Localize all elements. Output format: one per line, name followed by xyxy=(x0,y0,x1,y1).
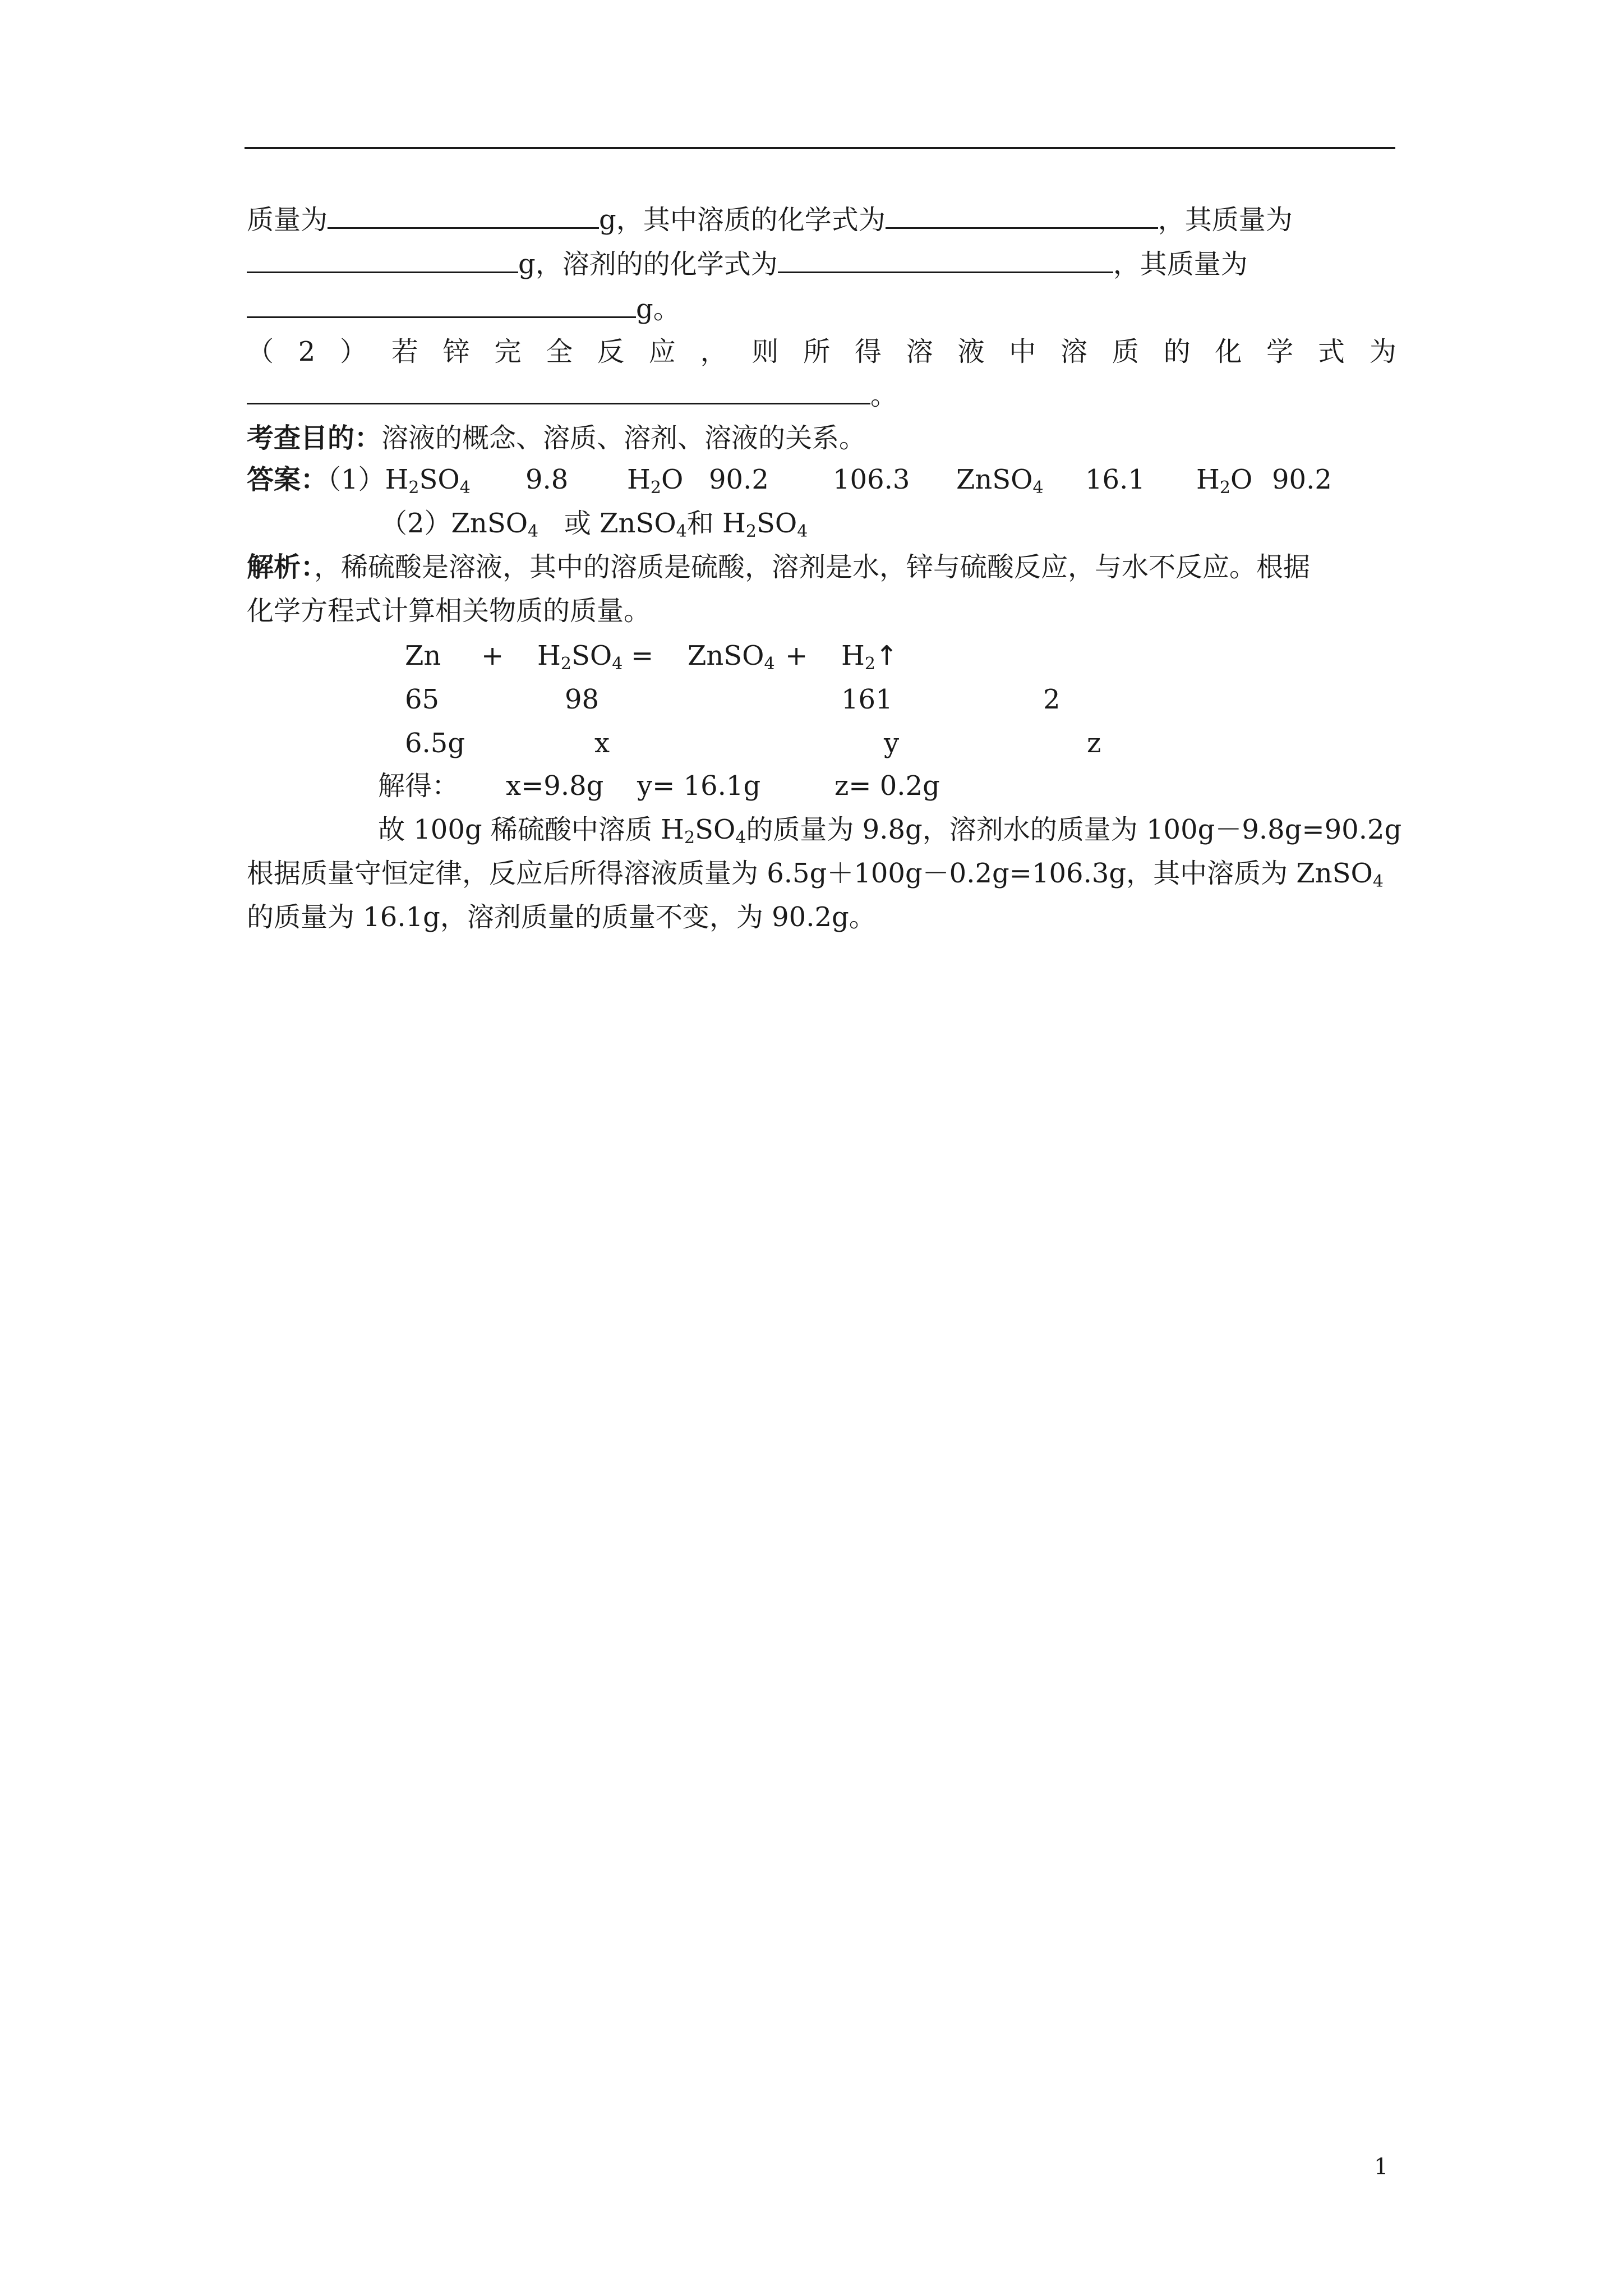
answer-value-5: 90.2 xyxy=(1272,464,1332,495)
question-line-1 xyxy=(247,198,1396,242)
q2-char: 学 xyxy=(1266,336,1294,367)
question-line-2 xyxy=(247,242,1396,286)
formula-part: 或 ZnSO xyxy=(564,508,676,539)
q2-char: 完 xyxy=(494,336,522,367)
analysis-label: 解析： xyxy=(247,551,315,583)
subscript: 2 xyxy=(745,522,757,541)
q2-char: 全 xyxy=(546,336,573,367)
subscript: 4 xyxy=(459,478,471,498)
formula-part: ZnSO xyxy=(451,508,528,539)
formula-part: ZnSO xyxy=(688,640,764,671)
q1-text-b: g，其中溶质的化学式为 xyxy=(599,204,886,236)
answer-h2o xyxy=(627,458,683,501)
q2-char: 化 xyxy=(1215,336,1242,367)
equation-znso4 xyxy=(688,634,775,678)
q1-text-f: g。 xyxy=(636,293,680,325)
header-rule xyxy=(245,147,1395,149)
solution-label: 解得： xyxy=(378,770,459,802)
q2-char: 式 xyxy=(1317,336,1345,367)
answer-label: 答案： xyxy=(247,464,328,495)
solution-x: x=9.8g xyxy=(506,770,604,802)
equation-unknown-x: x xyxy=(594,728,610,759)
formula-part: SO xyxy=(571,640,612,671)
q2-char: 所 xyxy=(803,336,831,367)
formula-part: H xyxy=(385,464,409,495)
purpose-label: 考查目的： xyxy=(247,422,382,454)
q1-text-e: ，其质量为 xyxy=(1113,249,1248,280)
q2-char: （ xyxy=(247,336,274,367)
blank-3 xyxy=(247,242,518,273)
subscript: 4 xyxy=(1032,478,1044,498)
q2-end: 。 xyxy=(870,380,898,411)
solution-y: y= 16.1g xyxy=(637,770,761,802)
subscript: 4 xyxy=(676,522,687,541)
subscript: 4 xyxy=(1372,872,1384,891)
formula-part: ZnSO xyxy=(956,464,1033,495)
equation-mass-zn: 65 xyxy=(405,684,440,715)
answer-part-1-number: （1） xyxy=(328,464,385,495)
equation-unknown-y: y xyxy=(884,728,900,759)
page-number: 1 xyxy=(1374,2154,1389,2180)
answer-h2o-2 xyxy=(1196,458,1252,501)
q2-char: 液 xyxy=(957,336,985,367)
equation-mass-znso4: 161 xyxy=(841,684,893,715)
subscript: 2 xyxy=(1219,478,1230,498)
formula-part: SO xyxy=(757,508,797,539)
q2-char: ， xyxy=(700,336,727,367)
subscript: 4 xyxy=(764,654,775,674)
q2-char: 溶 xyxy=(906,336,933,367)
conclusion-text: SO xyxy=(695,814,736,845)
analysis-line-2 xyxy=(247,589,1396,633)
blank-6 xyxy=(247,374,870,404)
blank-1 xyxy=(328,198,599,229)
answer-part-2-number: （2） xyxy=(380,508,451,539)
question-2-line-2 xyxy=(247,374,1396,417)
subscript: 4 xyxy=(797,522,808,541)
question-line-3 xyxy=(247,287,1396,331)
equation-zn: Zn xyxy=(405,640,441,671)
equation-plus: + xyxy=(481,640,504,671)
analysis-text-2: 化学方程式计算相关物质的质量。 xyxy=(247,595,651,627)
formula-part: H xyxy=(537,640,561,671)
q2-char: 质 xyxy=(1112,336,1139,367)
equation-given-zn: 6.5g xyxy=(405,728,465,759)
blank-5 xyxy=(247,287,636,318)
subscript: 2 xyxy=(864,654,875,674)
formula-part: H xyxy=(1196,464,1220,495)
q2-char: 则 xyxy=(751,336,779,367)
equation-unknown-z: z xyxy=(1087,728,1101,759)
q2-char: 得 xyxy=(854,336,882,367)
q1-text-c: ，其质量为 xyxy=(1158,204,1293,236)
q2-char: 的 xyxy=(1163,336,1191,367)
purpose-line xyxy=(247,416,1396,460)
formula-part: 和 H xyxy=(686,508,746,539)
answer-h2so4 xyxy=(385,464,471,498)
formula-part: H xyxy=(627,464,651,495)
subscript: 4 xyxy=(612,654,623,674)
q2-char: ） xyxy=(340,336,367,367)
q2-char: 若 xyxy=(391,336,418,367)
up-arrow-icon: ↑ xyxy=(875,640,898,671)
analysis-text-1: ，稀硫酸是溶液，其中的溶质是硫酸，溶剂是水，锌与硫酸反应，与水不反应。根据 xyxy=(314,551,1311,583)
subscript: 2 xyxy=(408,478,419,498)
conclusion-line-3 xyxy=(247,895,1396,939)
q2-char: 锌 xyxy=(442,336,470,367)
q2-char: 为 xyxy=(1369,336,1396,367)
equation-equals: = xyxy=(631,640,654,671)
answer-line-2 xyxy=(380,501,808,545)
blank-2 xyxy=(886,198,1158,229)
q1-text-d: g，溶剂的的化学式为 xyxy=(518,249,778,280)
q2-char: 反 xyxy=(597,336,625,367)
equation-plus: + xyxy=(785,640,808,671)
blank-4 xyxy=(778,242,1113,273)
q1-text-a: 质量为 xyxy=(247,204,328,236)
conclusion-text: 的质量为 16.1g，溶剂质量的质量不变，为 90.2g。 xyxy=(247,901,876,933)
equation-mass-h2so4: 98 xyxy=(565,684,600,715)
conclusion-text: 的质量为 9.8g，溶剂水的质量为 100g－9.8g=90.2g xyxy=(746,814,1402,845)
answer-value-4: 16.1 xyxy=(1085,464,1145,495)
answer-value-3: 106.3 xyxy=(833,464,910,495)
q2-char: 溶 xyxy=(1061,336,1088,367)
answer-value-1: 9.8 xyxy=(525,464,569,495)
conclusion-line-1 xyxy=(378,808,1401,852)
subscript: 2 xyxy=(560,654,571,674)
q2-char: 2 xyxy=(298,336,316,367)
formula-part: O xyxy=(661,464,684,495)
answer-znso4 xyxy=(956,458,1044,501)
formula-part: SO xyxy=(419,464,460,495)
subscript: 2 xyxy=(650,478,661,498)
subscript: 4 xyxy=(528,522,539,541)
question-2-line-1 xyxy=(247,330,1396,374)
equation-mass-h2: 2 xyxy=(1043,684,1061,715)
formula-part: O xyxy=(1230,464,1253,495)
conclusion-text: 根据质量守恒定律，反应后所得溶液质量为 6.5g＋100g－0.2g=106.3g，其中溶质为 ZnSO xyxy=(247,858,1373,889)
purpose-text: 溶液的概念、溶质、溶剂、溶液的关系。 xyxy=(381,422,866,454)
equation-h2 xyxy=(841,634,898,678)
equation-h2so4 xyxy=(537,634,623,678)
solution-z: z= 0.2g xyxy=(834,770,940,802)
subscript: 4 xyxy=(735,828,746,848)
conclusion-line-2 xyxy=(247,852,1396,895)
formula-part: H xyxy=(841,640,865,671)
conclusion-text: 故 100g 稀硫酸中溶质 H xyxy=(378,814,684,845)
subscript: 2 xyxy=(684,828,695,848)
analysis-line-1 xyxy=(247,545,1396,589)
answer-value-2: 90.2 xyxy=(709,464,769,495)
q2-char: 中 xyxy=(1009,336,1036,367)
q2-char: 应 xyxy=(648,336,676,367)
